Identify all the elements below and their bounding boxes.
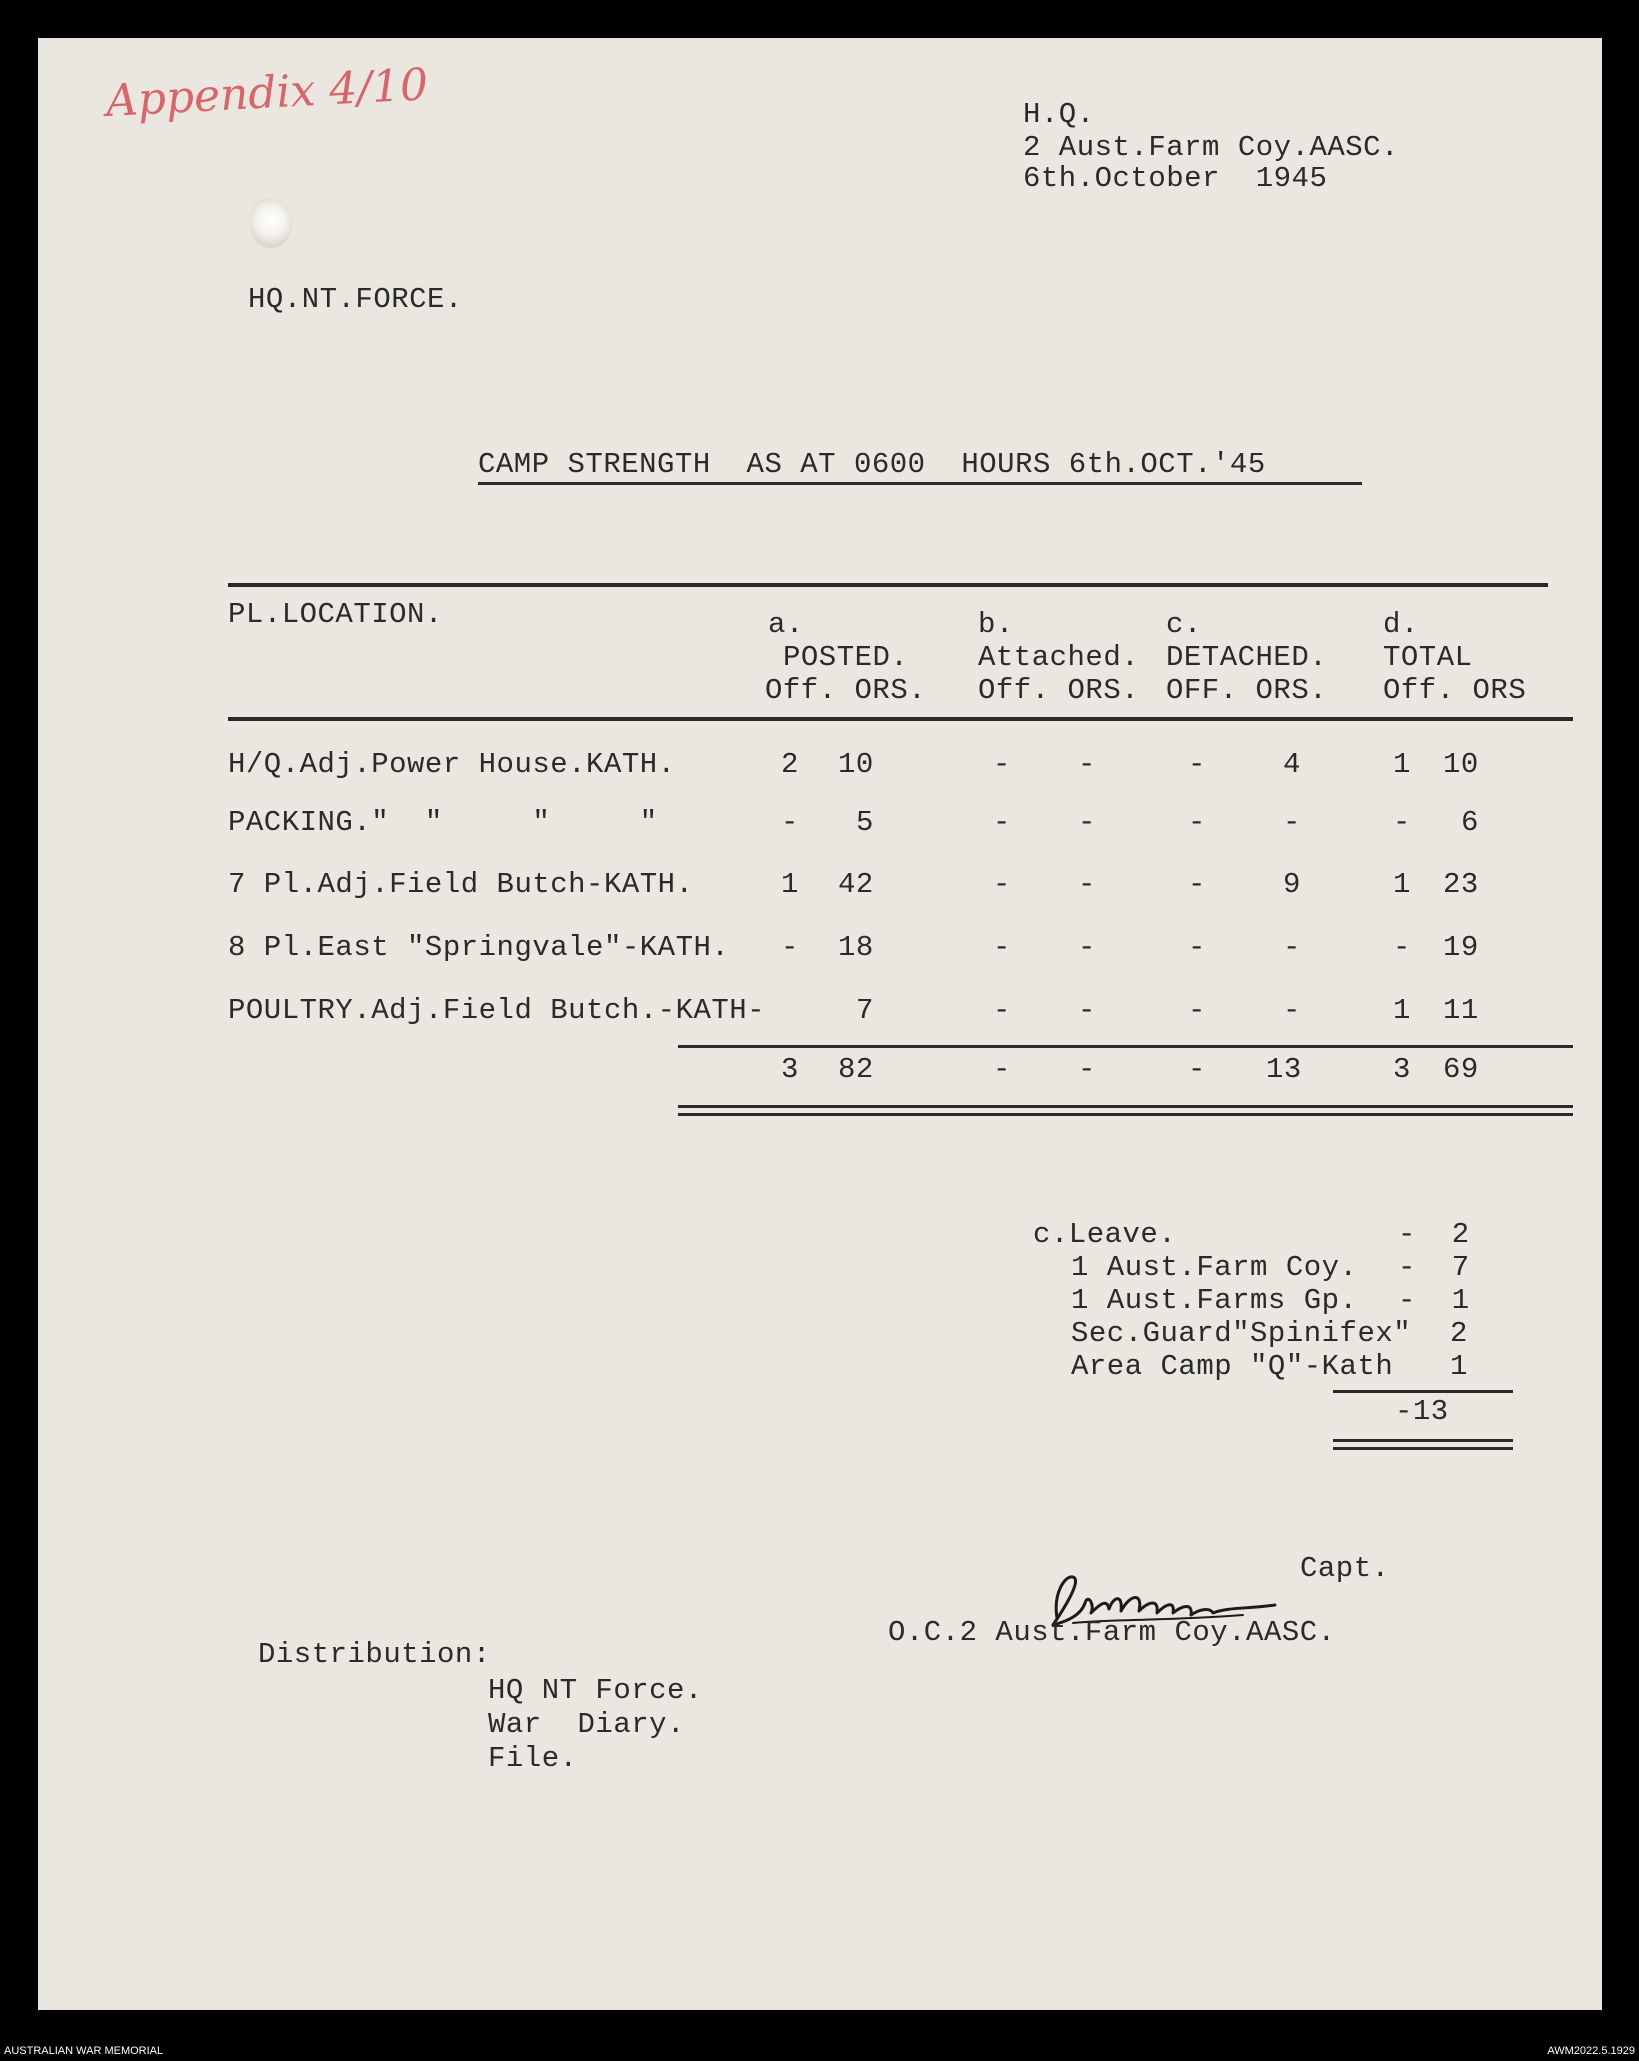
cell-c-off: -: [1188, 994, 1206, 1027]
header-a-letter: a.: [768, 608, 804, 641]
cell-b-off: -: [993, 931, 1011, 964]
cell-c-off: -: [1188, 868, 1206, 901]
cell-d-ors: 10: [1443, 748, 1479, 781]
cell-b-off: -: [993, 748, 1011, 781]
total-c-ors: 13: [1266, 1053, 1302, 1086]
breakdown-label: c.Leave.: [1033, 1218, 1177, 1251]
cell-b-ors: -: [1078, 994, 1096, 1027]
subtotal-rule: [678, 1045, 1573, 1048]
cell-c-ors: -: [1283, 994, 1301, 1027]
row-location: 7 Pl.Adj.Field Butch-KATH.: [228, 868, 694, 901]
header-d-label: TOTAL: [1383, 641, 1473, 674]
breakdown-label: 1 Aust.Farms Gp.: [1071, 1284, 1358, 1317]
punch-hole: [250, 198, 292, 248]
breakdown-double-rule-bottom: [1333, 1447, 1513, 1450]
row-location: 8 Pl.East "Springvale"-KATH.: [228, 931, 730, 964]
breakdown-rule: [1333, 1390, 1513, 1393]
total-a-off: 3: [781, 1053, 799, 1086]
cell-c-off: -: [1188, 931, 1206, 964]
breakdown-value: - 7: [1398, 1251, 1470, 1284]
header-b-letter: b.: [978, 608, 1014, 641]
cell-a-off: -: [781, 931, 799, 964]
totals-double-rule-bottom: [678, 1113, 1573, 1116]
cell-b-off: -: [993, 868, 1011, 901]
header-a-sub: Off. ORS.: [765, 674, 927, 707]
header-bottom-rule: [228, 717, 1573, 721]
breakdown-value: 1: [1450, 1350, 1468, 1383]
breakdown-double-rule-top: [1333, 1439, 1513, 1442]
cell-c-ors: -: [1283, 931, 1301, 964]
sender-hq: H.Q.: [1023, 98, 1095, 131]
sender-unit: 2 Aust.Farm Coy.AASC.: [1023, 131, 1399, 164]
total-d-ors: 69: [1443, 1053, 1479, 1086]
total-d-off: 3: [1393, 1053, 1411, 1086]
cell-c-off: -: [1188, 748, 1206, 781]
cell-b-ors: -: [1078, 806, 1096, 839]
header-c-letter: c.: [1166, 608, 1202, 641]
cell-c-off: -: [1188, 806, 1206, 839]
header-c-sub: OFF. ORS.: [1166, 674, 1328, 707]
cell-c-ors: 9: [1283, 868, 1301, 901]
breakdown-total: -13: [1395, 1395, 1449, 1428]
header-b-sub: Off. ORS.: [978, 674, 1140, 707]
breakdown-value: - 2: [1398, 1218, 1470, 1251]
cell-d-off: 1: [1393, 748, 1411, 781]
row-location: POULTRY.Adj.Field Butch.-KATH-: [228, 994, 766, 1027]
breakdown-label: 1 Aust.Farm Coy.: [1071, 1251, 1358, 1284]
cell-d-off: 1: [1393, 868, 1411, 901]
breakdown-label: Area Camp "Q"-Kath: [1071, 1350, 1394, 1383]
cell-a-ors: 18: [838, 931, 874, 964]
header-c-label: DETACHED.: [1166, 641, 1328, 674]
breakdown-value: - 1: [1398, 1284, 1470, 1317]
cell-b-ors: -: [1078, 931, 1096, 964]
distribution-item: War Diary.: [488, 1708, 685, 1741]
breakdown-label: Sec.Guard"Spinifex": [1071, 1317, 1412, 1350]
cell-b-off: -: [993, 994, 1011, 1027]
total-c-off: -: [1188, 1053, 1206, 1086]
cell-a-ors: 42: [838, 868, 874, 901]
header-a-label: POSTED.: [783, 641, 909, 674]
footer-right: AWM2022.5.1929: [1547, 2045, 1635, 2057]
oc-line: O.C.2 Aust.Farm Coy.AASC.: [888, 1616, 1336, 1649]
addressee: HQ.NT.FORCE.: [248, 283, 463, 316]
header-d-letter: d.: [1383, 608, 1419, 641]
row-location: H/Q.Adj.Power House.KATH.: [228, 748, 676, 781]
total-a-ors: 82: [838, 1053, 874, 1086]
distribution-item: HQ NT Force.: [488, 1674, 703, 1707]
cell-a-ors: 5: [856, 806, 874, 839]
total-b-off: -: [993, 1053, 1011, 1086]
cell-d-ors: 19: [1443, 931, 1479, 964]
cell-a-ors: 7: [856, 994, 874, 1027]
totals-double-rule-top: [678, 1105, 1573, 1108]
cell-b-ors: -: [1078, 748, 1096, 781]
total-b-ors: -: [1078, 1053, 1096, 1086]
signatory-rank: Capt.: [1300, 1552, 1390, 1585]
cell-a-ors: 10: [838, 748, 874, 781]
table-top-rule: [228, 583, 1548, 587]
cell-a-off: -: [781, 806, 799, 839]
footer-left: AUSTRALIAN WAR MEMORIAL: [4, 2045, 164, 2057]
cell-b-ors: -: [1078, 868, 1096, 901]
handwritten-annotation: Appendix 4/10: [104, 59, 430, 127]
breakdown-value: 2: [1450, 1317, 1468, 1350]
cell-a-off: 1: [781, 868, 799, 901]
sender-date: 6th.October 1945: [1023, 162, 1328, 195]
cell-c-ors: -: [1283, 806, 1301, 839]
cell-d-ors: 23: [1443, 868, 1479, 901]
cell-d-off: -: [1393, 806, 1411, 839]
cell-c-ors: 4: [1283, 748, 1301, 781]
cell-d-off: -: [1393, 931, 1411, 964]
cell-d-ors: 11: [1443, 994, 1479, 1027]
cell-a-off: 2: [781, 748, 799, 781]
header-d-sub: Off. ORS: [1383, 674, 1527, 707]
distribution-item: File.: [488, 1742, 578, 1775]
header-b-label: Attached.: [978, 641, 1140, 674]
cell-d-ors: 6: [1461, 806, 1479, 839]
title-underline: [478, 482, 1362, 485]
cell-b-off: -: [993, 806, 1011, 839]
header-location: PL.LOCATION.: [228, 598, 443, 631]
row-location: PACKING." " " ": [228, 806, 658, 839]
distribution-heading: Distribution:: [258, 1638, 491, 1671]
document-page: [38, 38, 1602, 2010]
cell-d-off: 1: [1393, 994, 1411, 1027]
document-title: CAMP STRENGTH AS AT 0600 HOURS 6th.OCT.'45: [478, 448, 1266, 481]
